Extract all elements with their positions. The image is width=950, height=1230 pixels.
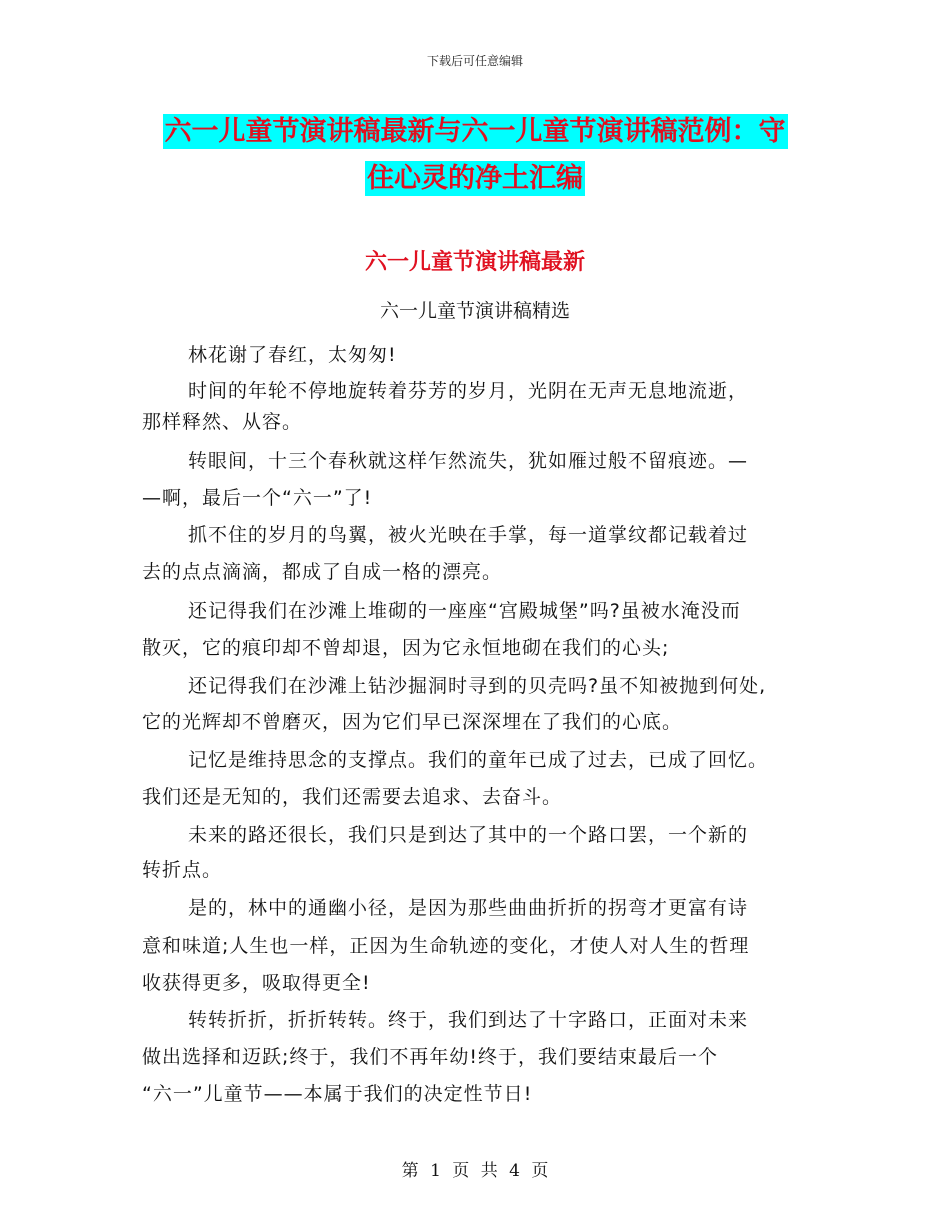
- body-line: 做出选择和迈跃;终于，我们不再年幼!终于，我们要结束最后一个: [142, 1046, 719, 1068]
- section-title: 六一儿童节演讲稿最新: [364, 249, 585, 275]
- body-line: 转转折折，折折转转。终于，我们到达了十字路口，正面对未来: [188, 1009, 749, 1031]
- page-footer: 第 1 页 共 4 页: [401, 1161, 549, 1181]
- body-line: 抓不住的岁月的鸟翼，被火光映在手掌，每一道掌纹都记载着过: [188, 524, 749, 546]
- body-line: 去的点点滴滴，都成了自成一格的漂亮。: [142, 561, 503, 583]
- body-line: 转折点。: [142, 859, 223, 881]
- body-line: 收获得更多，吸取得更全!: [142, 972, 371, 994]
- title-line-2: 住心灵的净土汇编: [367, 163, 583, 194]
- body-line: 那样释然、从容。: [142, 411, 303, 433]
- sub-title: 六一儿童节演讲稿精选: [379, 300, 570, 322]
- body-line: 散灭，它的痕印却不曾却退，因为它永恒地砌在我们的心头;: [142, 637, 670, 659]
- title-line-1: 六一儿童节演讲稿最新与六一儿童节演讲稿范例：守: [164, 116, 786, 147]
- body-line: 意和味道;人生也一样，正因为生命轨迹的变化，才使人对人生的哲理: [142, 935, 750, 957]
- body-line: 未来的路还很长，我们只是到达了其中的一个路口罢，一个新的: [188, 824, 749, 846]
- body-line: 记忆是维持思念的支撑点。我们的童年已成了过去，已成了回忆。: [188, 749, 769, 771]
- document-title: [0, 108, 950, 202]
- body-line: 林花谢了春红，太匆匆!: [188, 344, 397, 366]
- body-line: 我们还是无知的，我们还需要去追求、去奋斗。: [142, 786, 563, 808]
- header-note: 下载后可任意编辑: [426, 54, 523, 68]
- body-line: 转眼间，十三个春秋就这样乍然流失，犹如雁过般不留痕迹。—: [188, 450, 749, 472]
- body-line: 它的光辉却不曾磨灭，因为它们早已深深埋在了我们的心底。: [142, 711, 683, 733]
- body-line: 还记得我们在沙滩上钻沙掘洞时寻到的贝壳吗?虽不知被抛到何处,: [188, 675, 767, 697]
- body-line: 是的，林中的通幽小径，是因为那些曲曲折折的拐弯才更富有诗: [188, 897, 749, 919]
- body-line: 时间的年轮不停地旋转着芬芳的岁月，光阴在无声无息地流逝，: [188, 380, 749, 402]
- body-line: 还记得我们在沙滩上堆砌的一座座“宫殿城堡”吗?虽被水淹没而: [188, 600, 741, 622]
- body-line: —啊，最后一个“六一”了!: [142, 487, 373, 509]
- body-line: “六一”儿童节——本属于我们的决定性节日!: [142, 1083, 533, 1105]
